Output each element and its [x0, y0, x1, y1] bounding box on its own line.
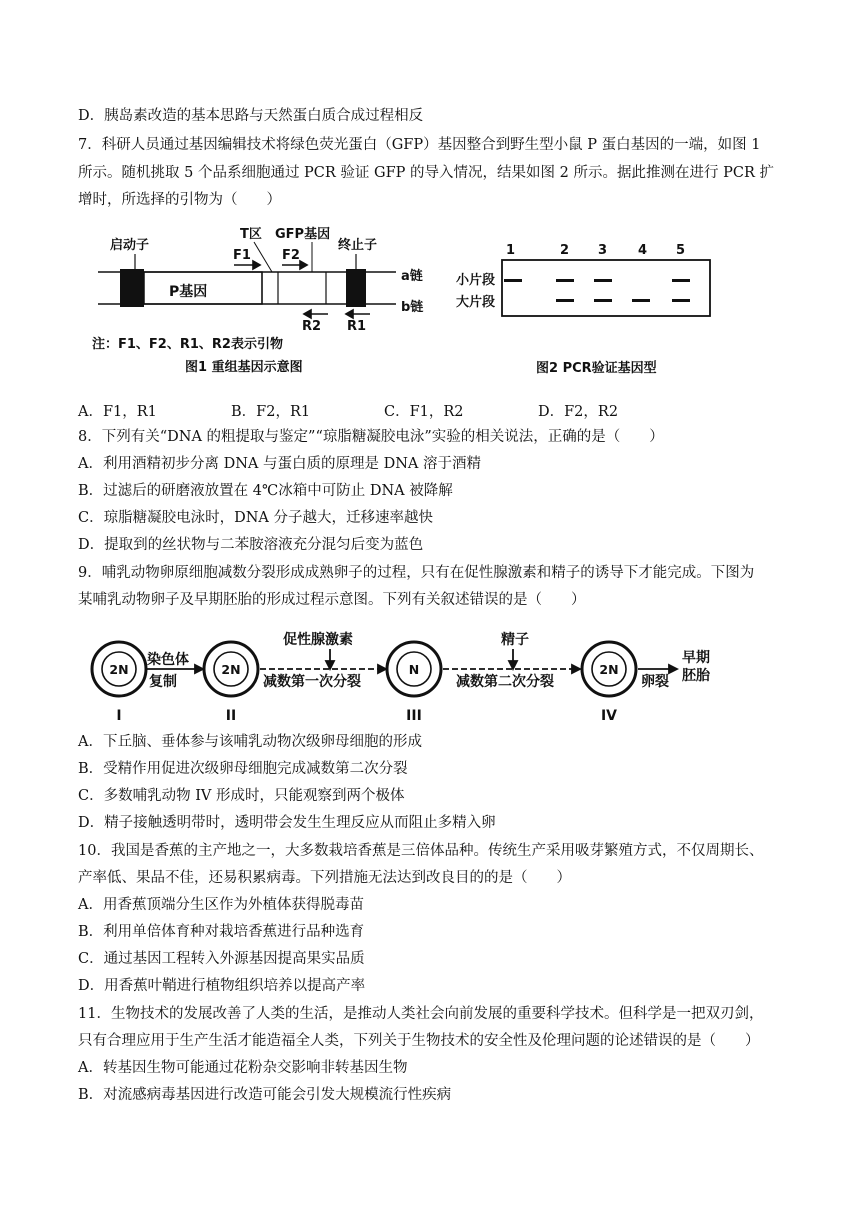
q9-option-c: C．多数哺乳动物 IV 形成时，只能观察到两个极体 — [78, 788, 405, 804]
band-lane2-small — [556, 279, 574, 282]
promoter-block — [120, 269, 144, 307]
q10-option-c: C．通过基因工程转入外源基因提高果实品质 — [78, 951, 365, 967]
q10-stem-line1: 10．我国是香蕉的主产地之一，大多数栽培香蕉是三倍体品种。传统生产采用吸芽繁殖方式，不仅周期长、 — [78, 843, 764, 859]
gel-frame — [502, 260, 710, 316]
label-r1: R1 — [347, 319, 367, 334]
q7-stem-line3: 增时，所选择的引物为（ ） — [78, 192, 281, 208]
label-cleavage: 卵裂 — [641, 674, 669, 690]
label-meiosis-1: 减数第一次分裂 — [263, 674, 361, 690]
q10-stem-line2: 产率低、果品不佳，还易积累病毒。下列措施无法达到改良目的的是（ ） — [78, 870, 571, 886]
lane-label-4: 4 — [638, 243, 648, 258]
q7-stem-line2: 所示。随机挑取 5 个品系细胞通过 PCR 验证 GFP 的导入情况，结果如图 2 所示。据此推测在进行 PCR 扩 — [78, 165, 774, 181]
lane-label-1: 1 — [506, 243, 516, 258]
figure-1-recombinant-gene — [90, 222, 440, 382]
label-meiosis-2: 减数第二次分裂 — [456, 674, 554, 690]
figure-oogenesis-process — [85, 624, 725, 728]
stage-label-1: I — [116, 708, 122, 724]
band-lane5-small — [672, 279, 690, 282]
label-t-region: T区 — [240, 227, 262, 242]
q9-option-b: B．受精作用促进次级卵母细胞完成减数第二次分裂 — [78, 761, 408, 777]
band-lane5-large — [672, 299, 690, 302]
stage-label-3: III — [406, 708, 422, 724]
label-r2: R2 — [302, 319, 322, 334]
label-gfp-gene: GFP基因 — [275, 227, 331, 242]
label-f1: F1 — [233, 248, 251, 263]
label-f2: F2 — [282, 248, 300, 263]
q8-option-b: B．过滤后的研磨液放置在 4℃冰箱中可防止 DNA 被降解 — [78, 483, 453, 499]
figure-2-caption: 图2 PCR验证基因型 — [536, 361, 657, 376]
label-gonadotropin: 促性腺激素 — [283, 632, 353, 648]
label-chain-b: b链 — [401, 300, 424, 315]
figure-1-note: 注：F1、F2、R1、R2表示引物 — [92, 337, 283, 352]
figure-2-pcr-gel — [456, 236, 728, 382]
q9-option-d: D．精子接触透明带时，透明带会发生生理反应从而阻止多精入卵 — [78, 815, 496, 831]
band-lane1-small — [504, 279, 522, 282]
terminator-block — [346, 269, 366, 307]
label-promoter: 启动子 — [110, 238, 150, 253]
q10-option-a: A．用香蕉顶端分生区作为外植体获得脱毒苗 — [78, 897, 364, 913]
stage-label-4: IV — [600, 708, 618, 724]
q8-option-c: C．琼脂糖凝胶电泳时，DNA 分子越大，迁移速率越快 — [78, 510, 433, 526]
band-lane4-large — [632, 299, 650, 302]
label-chain-a: a链 — [401, 269, 423, 284]
cell-2-ploidy: 2N — [221, 662, 241, 677]
cell-4-ploidy: 2N — [599, 662, 619, 677]
q9-option-a: A．下丘脑、垂体参与该哺乳动物次级卵母细胞的形成 — [78, 734, 422, 750]
lane-label-2: 2 — [560, 243, 570, 258]
stage-label-2: II — [225, 708, 237, 724]
cell-3-ploidy: N — [408, 662, 420, 677]
q8-stem: 8．下列有关“DNA 的粗提取与鉴定”“琼脂糖凝胶电泳”实验的相关说法，正确的是（ ） — [78, 429, 664, 445]
lane-label-3: 3 — [598, 243, 608, 258]
label-large-fragment: 大片段 — [456, 295, 496, 310]
q7-option-c: C．F1，R2 — [384, 404, 464, 420]
q7-option-d: D．F2，R2 — [538, 404, 619, 420]
lane-label-5: 5 — [676, 243, 686, 258]
q7-option-b: B．F2，R1 — [231, 404, 311, 420]
q6-option-d: D．胰岛素改造的基本思路与天然蛋白质合成过程相反 — [78, 108, 424, 124]
label-p-gene: P基因 — [169, 284, 208, 300]
q11-stem-line1: 11．生物技术的发展改善了人类的生活，是推动人类社会向前发展的重要科学技术。但科学是一把双刃剑， — [78, 1006, 764, 1022]
q11-option-a: A．转基因生物可能通过花粉杂交影响非转基因生物 — [78, 1060, 408, 1076]
label-replication: 复制 — [149, 674, 177, 690]
q10-option-b: B．利用单倍体育种对栽培香蕉进行品种选育 — [78, 924, 365, 940]
q8-option-d: D．提取到的丝状物与二苯胺溶液充分混匀后变为蓝色 — [78, 537, 424, 553]
label-embryo: 胚胎 — [682, 668, 710, 684]
q9-stem-line1: 9．哺乳动物卵原细胞减数分裂形成成熟卵子的过程，只有在促性腺激素和精子的诱导下才能完成。下图为 — [78, 565, 755, 581]
band-lane2-large — [556, 299, 574, 302]
q7-option-a: A．F1，R1 — [78, 404, 157, 420]
q7-stem-line1: 7．科研人员通过基因编辑技术将绿色荧光蛋白（GFP）基因整合到野生型小鼠 P 蛋白基因的一端，如图 1 — [78, 137, 761, 153]
label-chromosome: 染色体 — [147, 652, 189, 668]
q10-option-d: D．用香蕉叶鞘进行植物组织培养以提高产率 — [78, 978, 366, 994]
figure-1-caption: 图1 重组基因示意图 — [185, 360, 303, 375]
q8-option-a: A．利用酒精初步分离 DNA 与蛋白质的原理是 DNA 溶于酒精 — [78, 456, 481, 472]
label-small-fragment: 小片段 — [456, 273, 496, 288]
q11-stem-line2: 只有合理应用于生产生活才能造福全人类，下列关于生物技术的安全性及伦理问题的论述错误的是（ ） — [78, 1033, 760, 1049]
q9-stem-line2: 某哺乳动物卵子及早期胚胎的形成过程示意图。下列有关叙述错误的是（ ） — [78, 592, 586, 608]
label-terminator: 终止子 — [338, 238, 378, 253]
band-lane3-large — [594, 299, 612, 302]
q11-option-b: B．对流感病毒基因进行改造可能会引发大规模流行性疾病 — [78, 1087, 452, 1103]
band-lane3-small — [594, 279, 612, 282]
cell-1-ploidy: 2N — [109, 662, 129, 677]
label-early: 早期 — [682, 650, 710, 666]
label-sperm: 精子 — [501, 632, 529, 648]
